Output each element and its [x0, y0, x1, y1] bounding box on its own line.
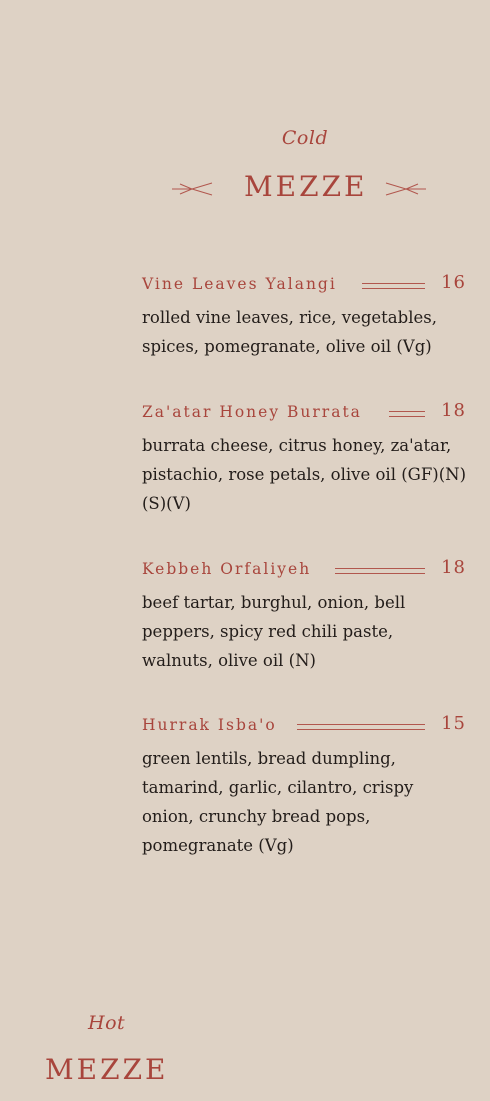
item-header — [142, 272, 472, 299]
item-price: 15 — [441, 713, 466, 734]
menu-item — [142, 400, 472, 518]
item-description: beef tartar, burghul, onion, bell peppers, spicy red chili paste, walnuts, olive oil (N) — [142, 593, 406, 670]
hot-title: MEZZE — [45, 1053, 169, 1086]
item-description: green lentils, bread dumpling, tamarind, garlic, cilantro, crispy onion, crunchy bread pops, pomegranate (Vg) — [142, 749, 414, 855]
leader-line — [362, 283, 425, 289]
flourish-right-icon — [384, 181, 426, 197]
leader-line — [389, 411, 425, 417]
item-price: 16 — [441, 272, 466, 293]
leader-line — [297, 724, 425, 730]
hot-kicker: Hot — [88, 1012, 126, 1034]
menu-item — [142, 557, 472, 675]
item-header — [142, 400, 472, 427]
flourish-left-icon — [172, 181, 214, 197]
cold-kicker: Cold — [281, 127, 329, 149]
item-name: Hurrak Isba'o — [142, 716, 283, 734]
item-name: Kebbeh Orfaliyeh — [142, 560, 317, 578]
menu-item — [142, 713, 472, 860]
leader-line — [335, 568, 425, 574]
menu-item — [142, 272, 472, 361]
item-price: 18 — [441, 400, 466, 421]
item-name: Vine Leaves Yalangi — [142, 275, 343, 293]
item-header — [142, 557, 472, 584]
cold-title-row — [172, 170, 428, 210]
cold-title: MEZZE — [244, 170, 368, 203]
item-name: Za'atar Honey Burrata — [142, 403, 368, 421]
item-price: 18 — [441, 557, 466, 578]
item-description: rolled vine leaves, rice, vegetables, spices, pomegranate, olive oil (Vg) — [142, 308, 437, 356]
item-description: burrata cheese, citrus honey, za'atar, pistachio, rose petals, olive oil (GF)(N)(S)(V) — [142, 436, 467, 513]
item-header — [142, 713, 472, 740]
